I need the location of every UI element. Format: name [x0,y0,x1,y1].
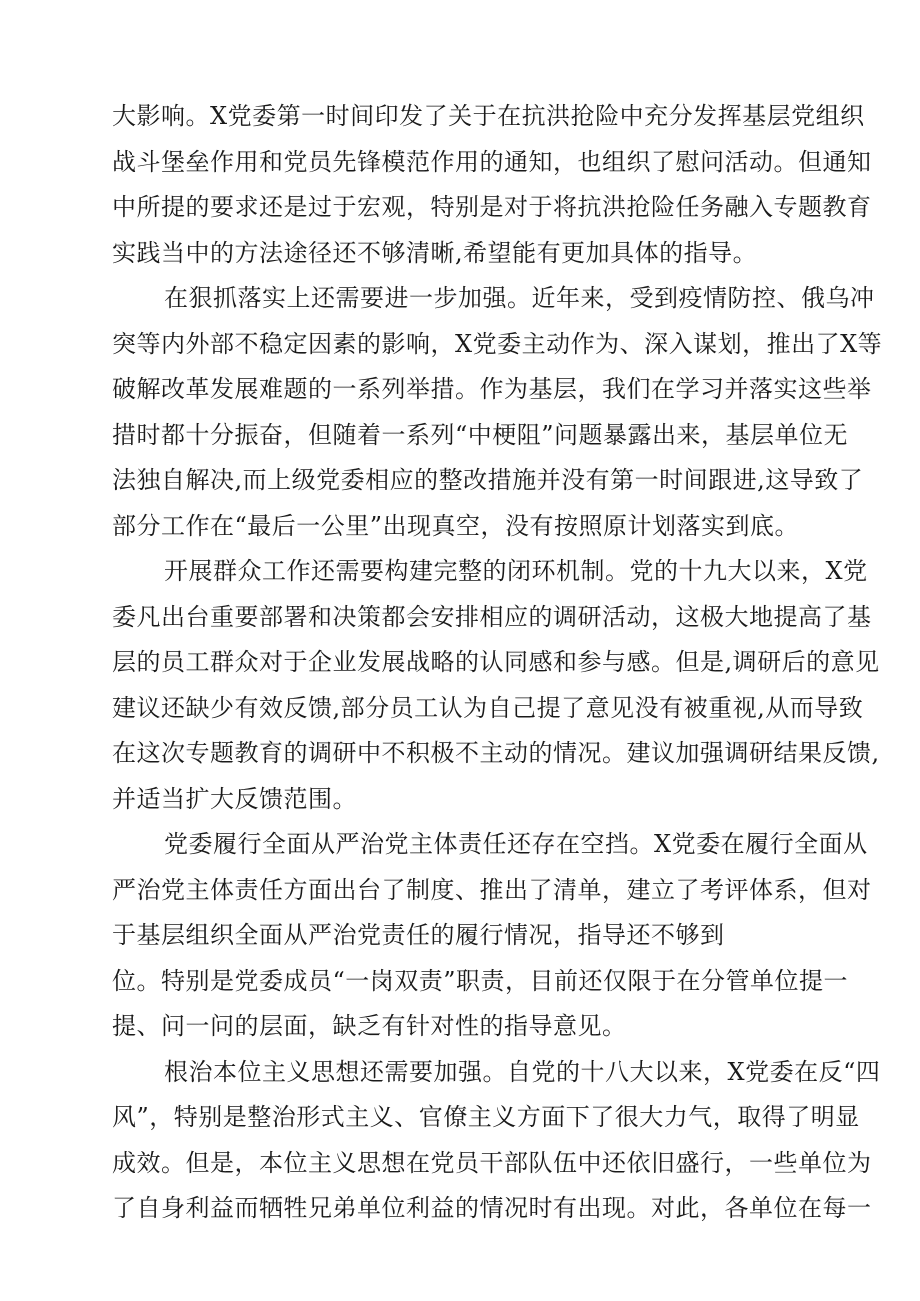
text-line-6: 突等内外部不稳定因素的影响，X党委主动作为、深入谋划，推出了X等 [112,329,883,358]
text-line-7: 破解改革发展难题的一系列举措。作为基层，我们在学习并落实这些举 [112,375,872,403]
text-line-25: 了自身利益而牺牲兄弟单位利益的情况时有出现。对此，各单位在每一 [112,1194,872,1222]
text-line-2: 战斗堡垒作用和党员先锋模范作用的通知，也组织了慰问活动。但通知 [112,147,872,176]
text-line-24: 成效。但是，本位主义思想在党员干部队伍中还依旧盛行，一些单位为 [112,1148,872,1177]
text-line-14: 建议还缺少有效反馈,部分员工认为自己提了意见没有被重视,从而导致 [112,693,864,722]
text-line-9: 法独自解决,而上级党委相应的整改措施并没有第一时间跟进,这导致了 [112,466,864,494]
text-line-8: 措时都十分振奋，但随着一系列“中梗阻”问题暴露出来，基层单位无 [112,420,849,449]
text-line-13: 层的员工群众对于企业发展战略的认同感和参与感。但是,调研后的意见 [112,648,880,676]
text-line-10: 部分工作在“最后一公里”出现真空，没有按照原计划落实到底。 [112,511,800,540]
text-line-12: 委凡出台重要部署和决策都会安排相应的调研活动，这极大地提高了基 [112,602,872,631]
document-body [112,94,883,1232]
text-line-18: 严治党主体责任方面出台了制度、推出了清单，建立了考评体系，但对 [112,875,872,904]
text-line-11: 开展群众工作还需要构建完整的闭环机制。党的十九大以来，X党 [164,557,868,585]
text-line-5: 在狠抓落实上还需要进一步加强。近年来，受到疫情防控、俄乌冲 [164,284,875,312]
text-line-23: 风”，特别是整治形式主义、官僚主义方面下了很大力气，取得了明显 [112,1103,860,1131]
text-line-16: 并适当扩大反馈范围。 [112,784,357,813]
text-line-4: 实践当中的方法途径还不够清晰,希望能有更加具体的指导。 [112,238,758,267]
text-line-19: 于基层组织全面从严治党责任的履行情况，指导还不够到 [112,921,725,949]
text-line-22: 根治本位主义思想还需要加强。自党的十八大以来，X党委在反“四 [164,1057,881,1086]
text-line-17: 党委履行全面从严治党主体责任还存在空挡。X党委在履行全面从 [164,830,868,858]
text-line-20: 位。特别是党委成员“一岗双责”职责，目前还仅限于在分管单位提一 [112,966,849,995]
text-line-1: 大影响。X党委第一时间印发了关于在抗洪抢险中充分发挥基层党组织 [112,102,865,130]
text-line-15: 在这次专题教育的调研中不积极不主动的情况。建议加强调研结果反馈, [112,739,880,767]
text-line-3: 中所提的要求还是过于宏观，特别是对于将抗洪抢险任务融入专题教育 [112,193,872,221]
text-line-21: 提、问一问的层面，缺乏有针对性的指导意见。 [112,1012,627,1040]
